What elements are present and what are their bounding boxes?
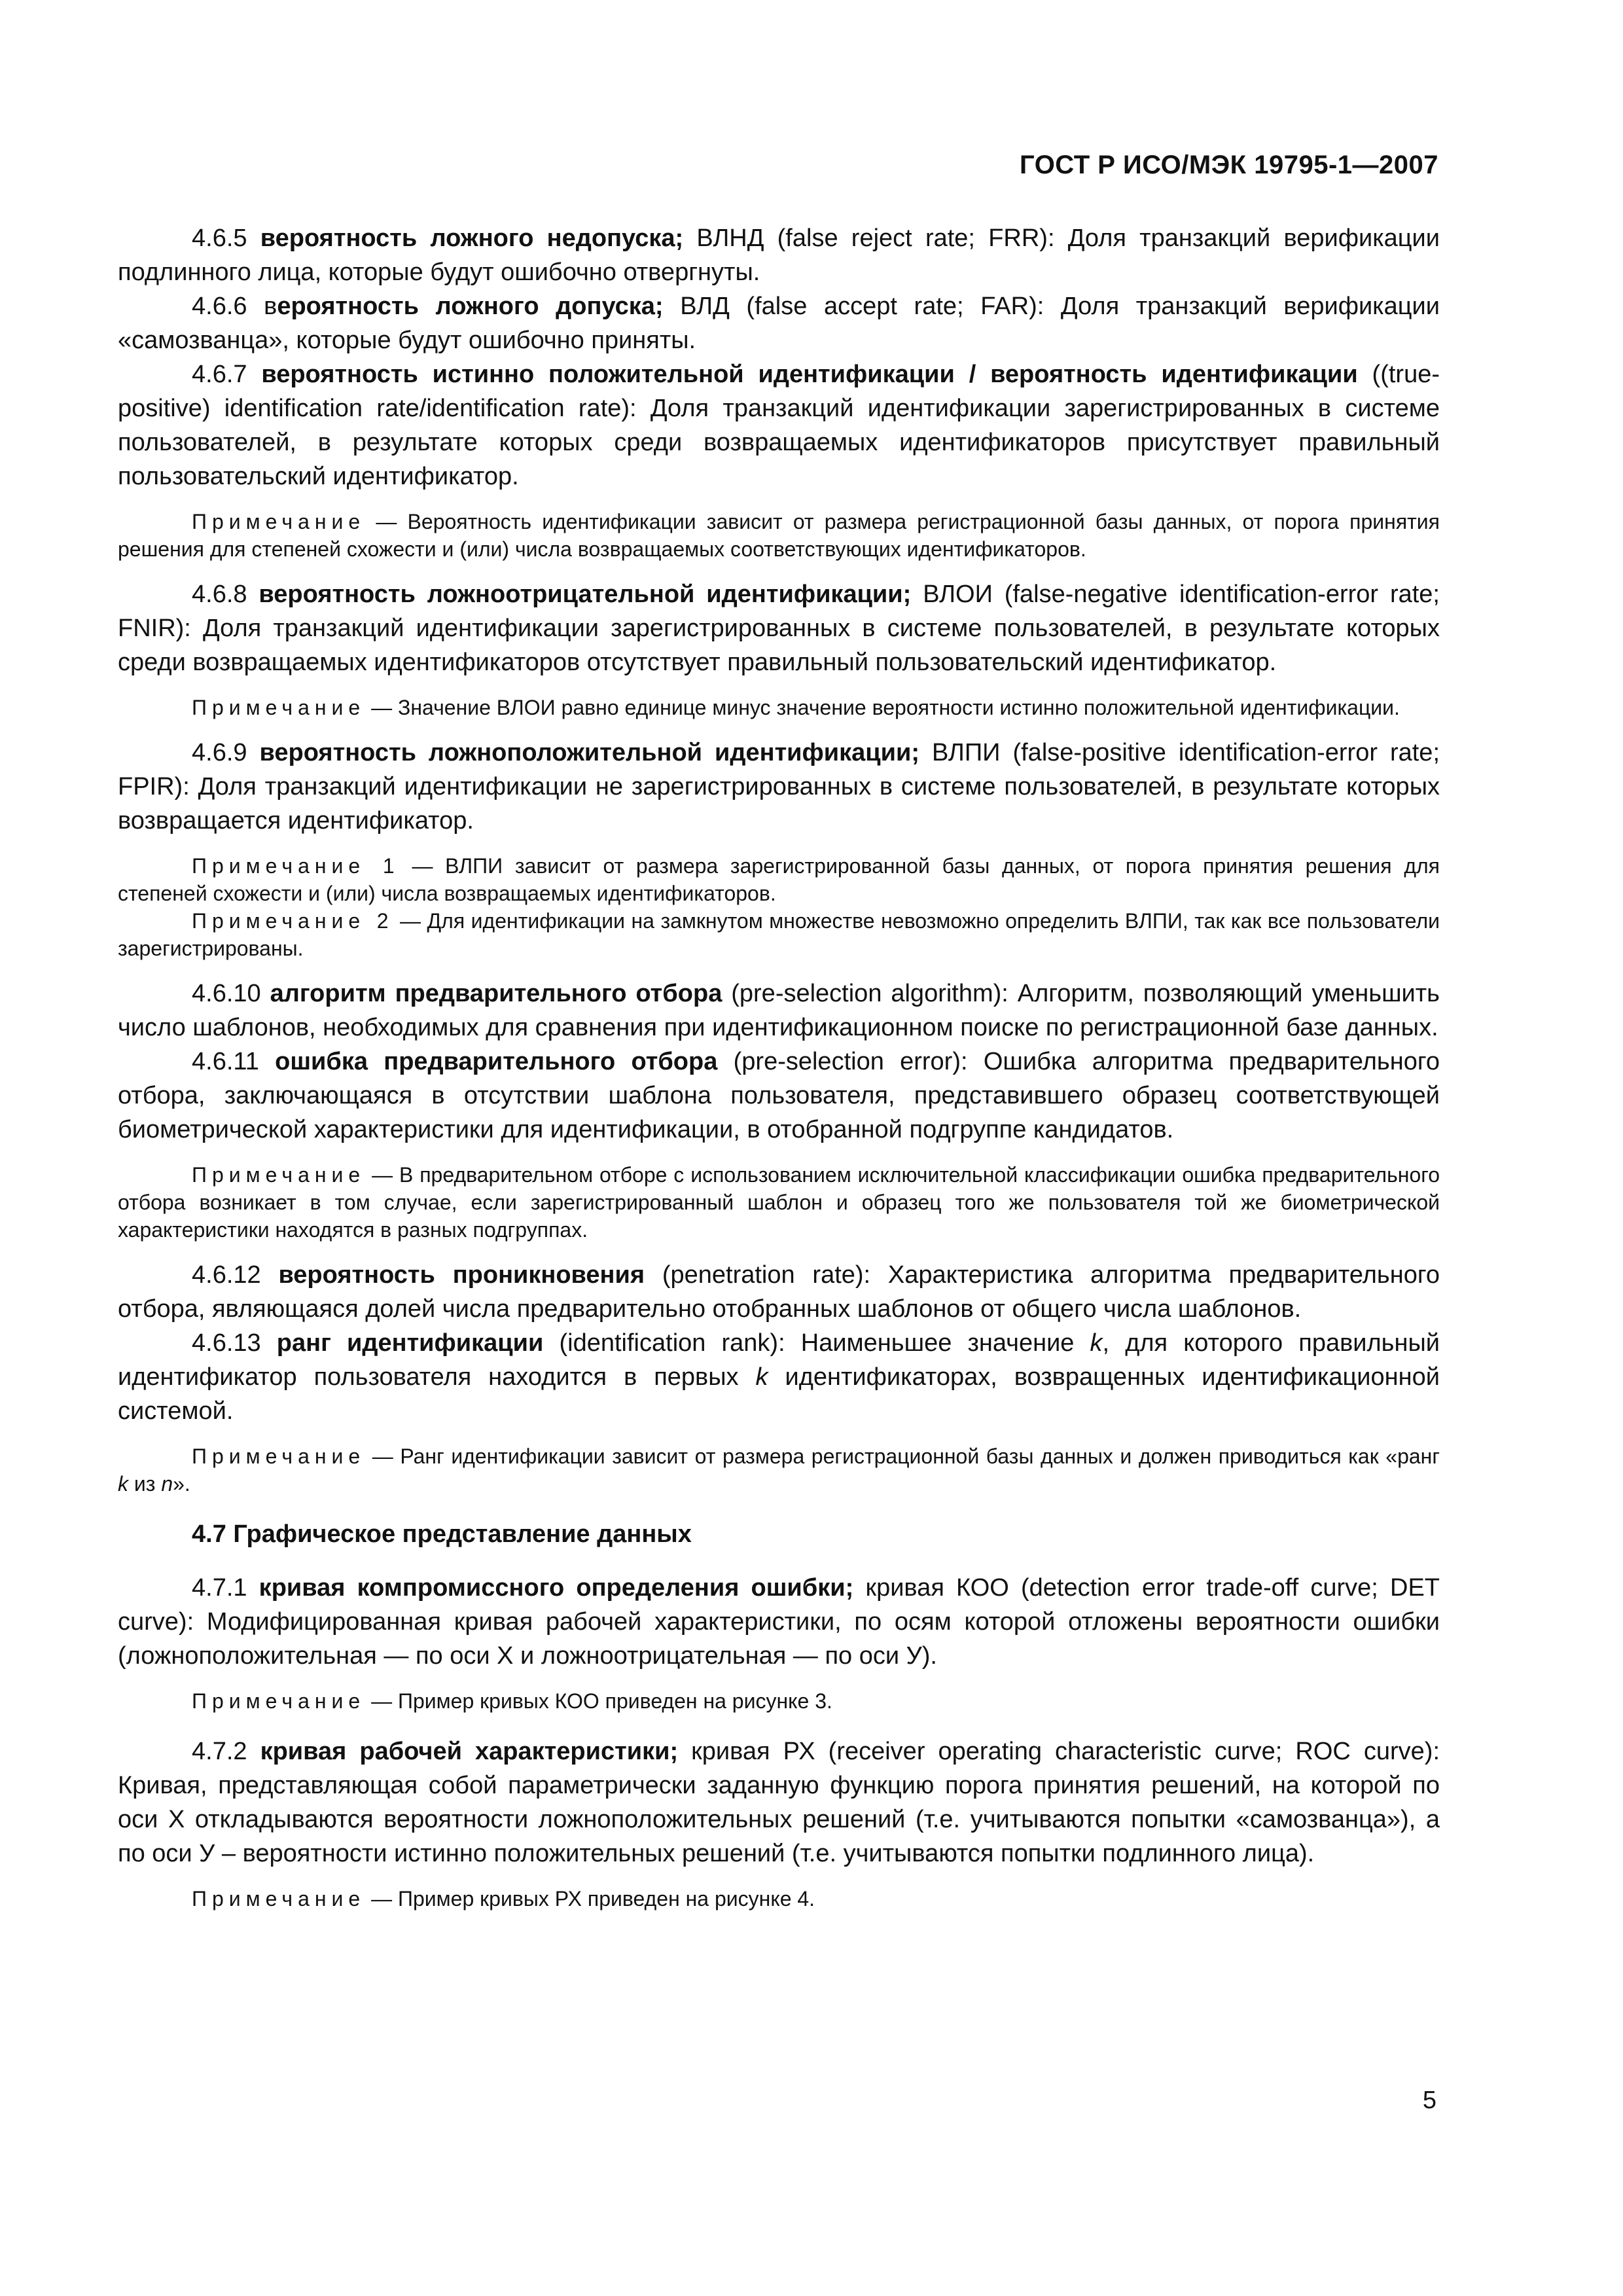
note-4-6-9-2: Примечание 2 — Для идентификации на замкнутом множестве невозможно определить ВЛПИ, так как все пользователи зарегистрированы.	[118, 909, 1440, 960]
term: кривая компромиссного определения ошибки;	[259, 1574, 854, 1602]
note-4-6-8: Примечание — Значение ВЛОИ равно единице минус значение вероятности истинно положительной идентификации.	[192, 696, 1400, 719]
note-label: Примечание	[192, 1163, 366, 1187]
note-4-6-7: Примечание — Вероятность идентификации зависит от размера регистрационной базы данных, от порога принятия решения для степеней схожести и (или) числа возвращаемых соответствующих идентификаторов.	[118, 510, 1440, 561]
paragraph-4-6-10: 4.6.10 алгоритм предварительного отбора (pre-selection algorithm): Алгоритм, позволяющий уменьшить число шаблонов, необходимых для сравнения при идентификационном поиске по регистрационной базе данных.	[118, 980, 1440, 1041]
note-4-7-1: Примечание — Пример кривых КОО приведен на рисунке 3.	[192, 1689, 832, 1713]
page-number: 5	[1422, 2087, 1436, 2114]
term: ошибка предварительного отбора	[275, 1048, 718, 1075]
note-label: Примечание	[192, 696, 366, 719]
paragraph-4-6-5: 4.6.5 вероятность ложного недопуска; ВЛНД (false reject rate; FRR): Доля транзакций верификации подлинного лица, которые будут ошибочно отвергнуты.	[118, 224, 1440, 286]
note-label: Примечание 2	[192, 909, 394, 933]
variable-n: n	[161, 1472, 173, 1496]
note-label: Примечание	[192, 1887, 366, 1910]
paragraph-4-6-11: 4.6.11 ошибка предварительного отбора (pre-selection error): Ошибка алгоритма предварительного отбора, заключающаяся в отсутствии шаблона пользователя, представившего образец соответствующей биометрической характеристики для идентификации, в отобранной подгруппе кандидатов.	[118, 1048, 1440, 1143]
paragraph-4-6-9: 4.6.9 вероятность ложноположительной идентификации; ВЛПИ (false-positive identification-error rate; FPIR): Доля транзакций идентификации не зарегистрированных в системе пользователей, в результате которых возвращается идентификатор.	[118, 739, 1440, 834]
paragraph-4-6-12: 4.6.12 вероятность проникновения (penetration rate): Характеристика алгоритма предварительного отбора, являющаяся долей числа предварительно отобранных шаблонов от общего числа шаблонов.	[118, 1261, 1440, 1323]
note-label: Примечание 1	[192, 854, 400, 878]
term: вероятность истинно положительной идентификации / вероятность идентификации	[261, 361, 1358, 388]
paragraph-4-6-7: 4.6.7 вероятность истинно положительной идентификации / вероятность идентификации ((true-positive) identification rate/identification rate): Доля транзакций идентификации зарегистрированных в системе пользователей, в результате которых среди возвращаемых идентификаторов присутствует правильный пользовательский идентификатор.	[118, 361, 1440, 490]
note-4-7-2: Примечание — Пример кривых РХ приведен на рисунке 4.	[192, 1887, 815, 1910]
section-heading-4-7: 4.7 Графическое представление данных	[192, 1520, 692, 1548]
term: кривая рабочей характеристики;	[260, 1738, 679, 1765]
note-label: Примечание	[192, 1444, 366, 1468]
term: ероятность ложного допуска;	[277, 293, 664, 320]
page-content	[118, 221, 1440, 1912]
term: алгоритм предварительного отбора	[270, 980, 722, 1007]
paragraph-4-6-8: 4.6.8 вероятность ложноотрицательной идентификации; ВЛОИ (false-negative identification-error rate; FNIR): Доля транзакций идентификации зарегистрированных в системе пользователей, в результате которых среди возвращаемых идентификаторов отсутствует правильный пользовательский идентификатор.	[118, 581, 1440, 676]
term: вероятность ложноположительной идентификации;	[259, 739, 920, 766]
term: ранг идентификации	[276, 1329, 544, 1357]
paragraph-4-7-1: 4.7.1 кривая компромиссного определения ошибки; кривая КОО (detection error trade-off curve; DET curve): Модифицированная кривая рабочей характеристики, по осям которой отложены вероятности ошибки (ложноположительная — по оси X и ложноотрицательная — по оси У).	[118, 1574, 1440, 1670]
term: вероятность проникновения	[278, 1261, 645, 1289]
note-4-6-11: Примечание — В предварительном отборе с использованием исключительной классификации ошибка предварительного отбора возникает в том случае, если зарегистрированный шаблон и образец того же пользователя той же биометрической характеристики находятся в разных подгруппах.	[118, 1163, 1440, 1242]
paragraph-4-7-2: 4.7.2 кривая рабочей характеристики; кривая РХ (receiver operating characteristic curve; ROC curve): Кривая, представляющая собой параметрически заданную функцию порога принятия решений, на которой по оси X откладываются вероятности ложноположительных решений (т.е. учитываются попытки «самозванца»), а по оси У – вероятности истинно положительных решений (т.е. учитываются попытки подлинного лица).	[118, 1738, 1440, 1867]
note-label: Примечание	[192, 1689, 366, 1713]
variable-k: k	[118, 1472, 128, 1496]
note-4-6-9-1: Примечание 1 — ВЛПИ зависит от размера зарегистрированной базы данных, от порога принятия решения для степеней схожести и (или) числа возвращаемых идентификаторов.	[118, 854, 1440, 905]
note-4-6-13: Примечание — Ранг идентификации зависит от размера регистрационной базы данных и должен приводиться как «ранг k из n».	[118, 1444, 1440, 1496]
document-code: ГОСТ Р ИСО/МЭК 19795-1—2007	[1020, 151, 1438, 179]
variable-k: k	[1090, 1329, 1103, 1357]
variable-k: k	[755, 1363, 768, 1391]
paragraph-4-6-13: 4.6.13 ранг идентификации (identification rank): Наименьшее значение k, для которого правильный идентификатор пользователя находится в первых k идентификаторах, возвращенных идентификационной системой.	[118, 1329, 1440, 1425]
paragraph-4-6-6: 4.6.6 вероятность ложного допуска; ВЛД (false accept rate; FAR): Доля транзакций верификации «самозванца», которые будут ошибочно приняты.	[118, 293, 1440, 354]
term: вероятность ложноотрицательной идентификации;	[259, 581, 912, 608]
note-label: Примечание	[192, 510, 366, 533]
term: вероятность ложного недопуска;	[260, 224, 684, 252]
